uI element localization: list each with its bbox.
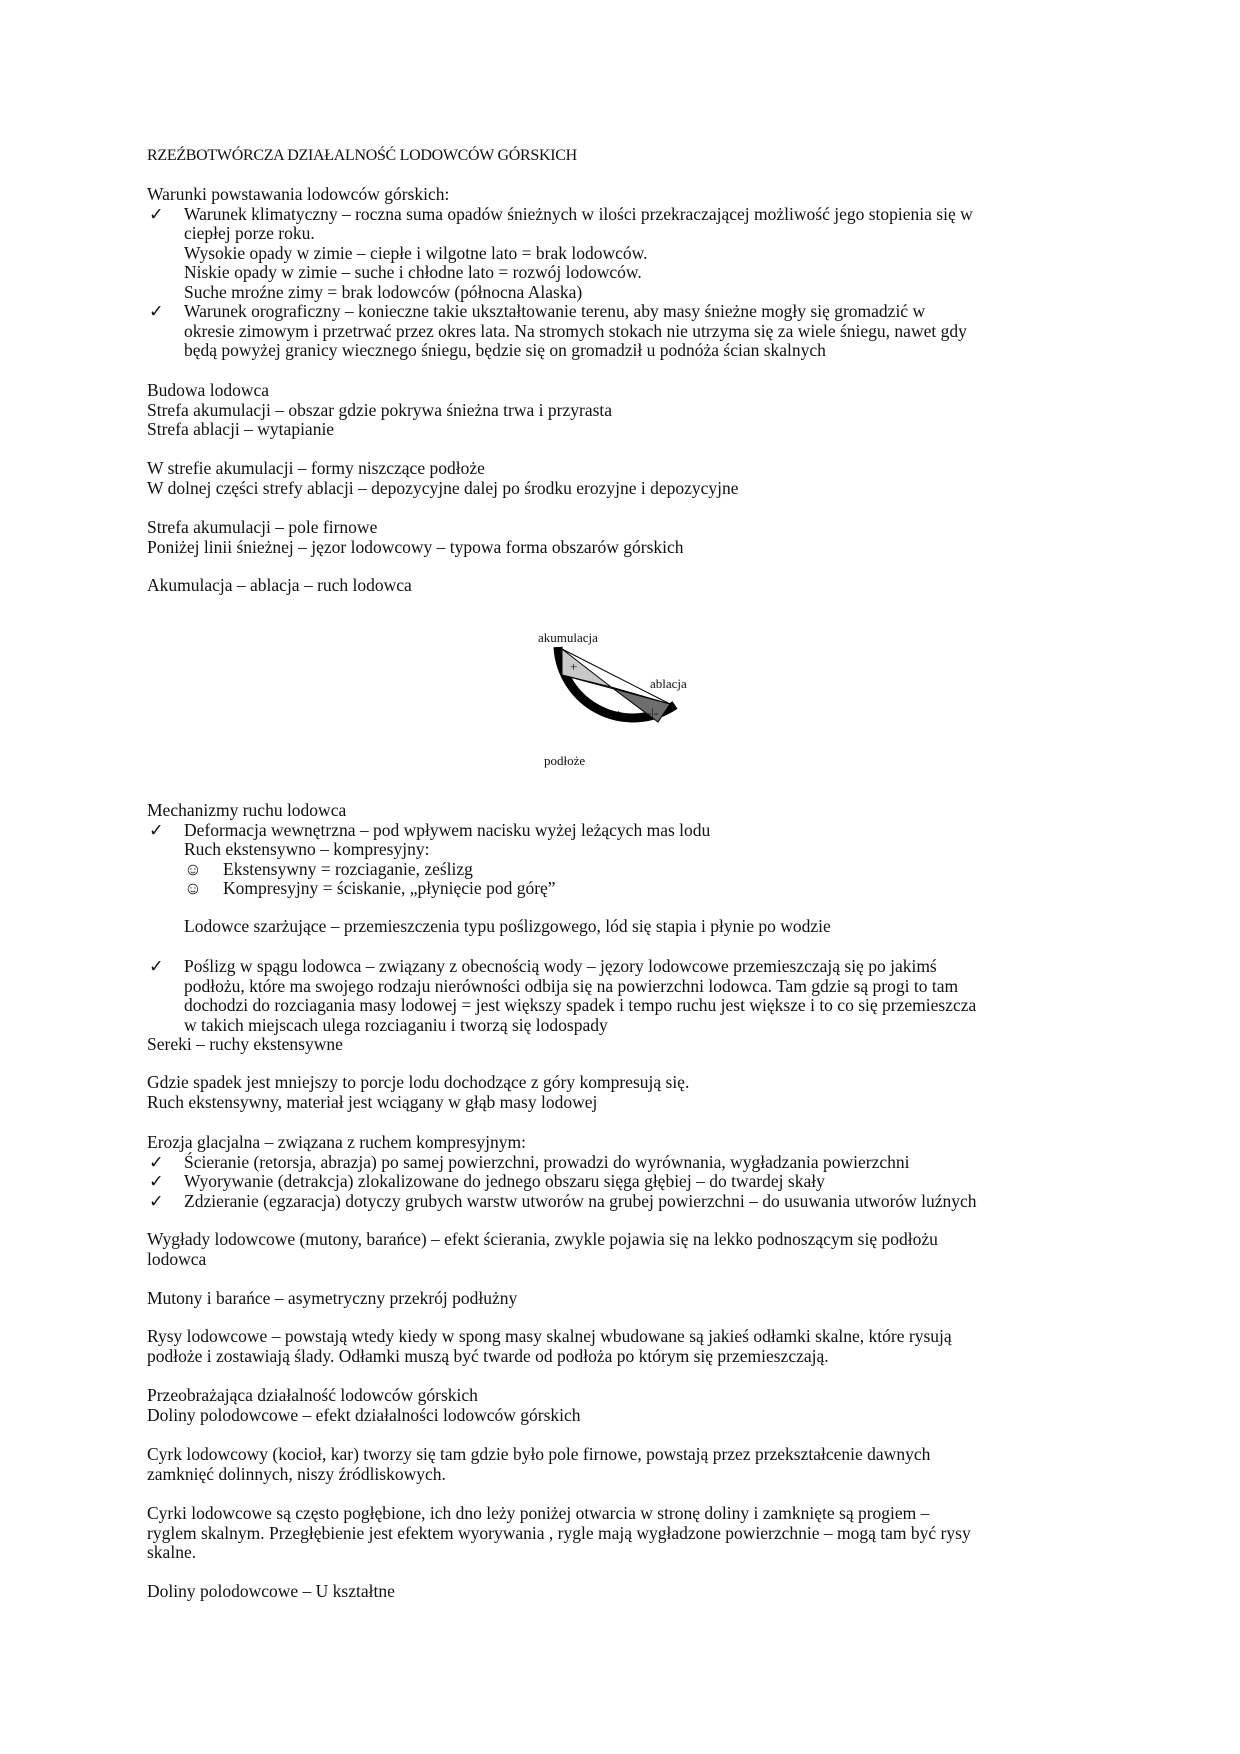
check-list-item [147, 1153, 1107, 1173]
line-text: Wygłady lodowcowe (mutony, barańce) – efekt ścierania, zwykle pojawia się na lekko podnoszącym się podłożu [147, 1229, 938, 1249]
text-line [147, 401, 1107, 421]
line-text: Budowa lodowca [147, 380, 269, 400]
text-line [147, 1289, 1107, 1309]
text-line [147, 1406, 1107, 1426]
line-text: Lodowce szarżujące – przemieszczenia typu poślizgowego, lód się stapia i płynie po wodzie [184, 916, 831, 936]
text-line [147, 1582, 1107, 1602]
label-ablacja: ablacja [650, 676, 687, 691]
text-line [147, 576, 1107, 596]
line-text: Poślizg w spągu lodowca – związany z obecnością wody – jęzory lodowcowe przemieszczają się po jakimś [184, 956, 937, 976]
line-text: dochodzi do rozciagania masy lodowej = jest większy spadek i tempo ruchu jest większe i to co się przemieszcza [184, 995, 977, 1015]
line-text: Wysokie opady w zimie – ciepłe i wilgotne lato = brak lodowców. [184, 242, 648, 263]
line-text: Przeobrażająca działalność lodowców górskich [147, 1385, 478, 1405]
text-line [147, 381, 1107, 401]
text-line [147, 341, 1107, 361]
line-text: Ścieranie (retorsja, abrazja) po samej powierzchni, prowadzi do wyrównania, wygładzania powierzchni [184, 1151, 910, 1172]
label-akumulacja: akumulacja [538, 630, 598, 645]
text-line [147, 1016, 1107, 1036]
line-text: Mutony i barańce – asymetryczny przekrój podłużny [147, 1288, 518, 1308]
paragraph [147, 1504, 1107, 1563]
checkmark-icon: ✓ [149, 1190, 164, 1211]
text-line [147, 1504, 1107, 1524]
line-text: Mechanizmy ruchu lodowca [147, 800, 347, 820]
minus-sign: -|- [647, 705, 659, 720]
plus-sign: + [570, 659, 578, 674]
line-text: Cyrk lodowcowy (kocioł, kar) tworzy się tam gdzie było pole firnowe, powstają przez przekształcenie dawnych [147, 1444, 931, 1464]
check-list-item [147, 302, 1107, 322]
line-text: Sereki – ruchy ekstensywne [147, 1034, 343, 1054]
text-line [147, 1386, 1107, 1406]
check-list-item [147, 205, 1107, 225]
label-podloze: podłoże [544, 753, 586, 768]
paragraph [147, 957, 1107, 1055]
paragraph [147, 1582, 1107, 1602]
checkmark-icon: ✓ [149, 1151, 164, 1172]
line-text: Suche mroźne zimy = brak lodowców (północna Alaska) [184, 281, 583, 302]
text-line [147, 420, 1107, 440]
text-line [147, 977, 1107, 997]
line-text: Strefa ablacji – wytapianie [147, 419, 335, 439]
text-line [147, 459, 1107, 479]
line-text: Zdzieranie (egzaracja) dotyczy grubych warstw utworów na grubej powierzchni – do usuwania utworów luźnych [184, 1190, 977, 1211]
checkmark-icon: ✓ [149, 819, 164, 840]
line-text: Strefa akumulacji – pole firnowe [147, 517, 378, 537]
text-line [147, 518, 1107, 538]
line-text: Warunki powstawania lodowców górskich: [147, 184, 450, 204]
text-line [147, 996, 1107, 1016]
text-line [147, 1073, 1107, 1093]
smiley-list-item [147, 879, 1107, 899]
paragraph [147, 917, 1107, 937]
line-text: W dolnej części strefy ablacji – depozycyjne dalej po środku erozyjne i depozycyjne [147, 477, 739, 498]
line-text: ciepłej porze roku. [184, 223, 315, 243]
text-line [147, 283, 1107, 303]
check-list-item [147, 1172, 1107, 1192]
text-line [147, 538, 1107, 558]
line-text: Doliny polodowcowe – efekt działalności lodowców górskich [147, 1404, 581, 1425]
checkmark-icon: ✓ [149, 301, 164, 321]
checkmark-icon: ✓ [149, 203, 164, 224]
glacier-diagram [530, 605, 720, 780]
smiley-icon: ☺ [184, 878, 202, 898]
line-text: Warunek orograficzny – konieczne takie ukształtowanie terenu, aby masy śnieżne mogły się gromadzić w [184, 301, 926, 321]
text-line [147, 1035, 1107, 1055]
line-text: Ruch ekstensywno – kompresyjny: [184, 839, 430, 859]
paragraph [147, 576, 1107, 596]
text-line [147, 263, 1107, 283]
line-text: Poniżej linii śnieżnej – jęzor lodowcowy – typowa forma obszarów górskich [147, 536, 684, 557]
text-line [147, 917, 1107, 937]
line-text: zamknięć dolinnych, niszy źródliskowych. [147, 1463, 446, 1484]
paragraph [147, 1386, 1107, 1425]
line-text: podłożu, które ma swojego rodzaju nierówności odbija się na powierzchni lodowca. Tam gdzie są progi to tam [184, 975, 959, 996]
text-line [147, 1465, 1107, 1485]
line-text: W strefie akumulacji – formy niszczące podłoże [147, 458, 485, 478]
check-list-item [147, 1192, 1107, 1212]
text-line [147, 840, 1107, 860]
text-line [147, 1524, 1107, 1544]
paragraph [147, 518, 1107, 557]
paragraph [147, 146, 1107, 166]
text-line [147, 185, 1107, 205]
line-text: skalne. [147, 1542, 197, 1562]
text-line [147, 479, 1107, 499]
line-text: Deformacja wewnętrzna – pod wpływem nacisku wyżej leżących mas lodu [184, 819, 711, 840]
check-list-item [147, 821, 1107, 841]
line-text: podłoże i zostawiają ślady. Odłamki muszą być twarde od podłoża po którym się przemieszczają. [147, 1345, 829, 1366]
line-text: ryglem skalnym. Przegłębienie jest efektem wyorywania , rygle mają wygładzone powierzchnie – mogą tam być rysy [147, 1522, 971, 1543]
paragraph [147, 1327, 1107, 1366]
text-line [147, 1543, 1107, 1563]
paragraph [147, 381, 1107, 440]
text-line [147, 1093, 1107, 1113]
line-text: Rysy lodowcowe – powstają wtedy kiedy w spong masy skalnej wbudowane są jakieś odłamki skalne, które rysują [147, 1326, 952, 1346]
check-list-item [147, 957, 1107, 977]
line-text: Warunek klimatyczny – roczna suma opadów śnieżnych w ilości przekraczającej możliwość jego stopienia się w [184, 203, 973, 224]
line-text: Akumulacja – ablacja – ruch lodowca [147, 575, 412, 595]
paragraph [147, 459, 1107, 498]
checkmark-icon: ✓ [149, 1171, 164, 1191]
line-text: Kompresyjny = ściskanie, „płynięcie pod górę” [223, 878, 556, 898]
line-text: w takich miejscach ulega rozciaganiu i tworzą się lodospady [184, 1014, 608, 1035]
text-line [147, 801, 1107, 821]
text-line [147, 146, 1107, 166]
paragraph [147, 1073, 1107, 1112]
text-line [147, 1230, 1107, 1250]
line-text: RZEŹBOTWÓRCZA DZIAŁALNOŚĆ LODOWCÓW GÓRSKICH [147, 147, 577, 164]
text-line [147, 322, 1107, 342]
smiley-icon: ☺ [184, 858, 202, 879]
paragraph [147, 1289, 1107, 1309]
text-line [147, 1327, 1107, 1347]
line-text: Ruch ekstensywny, materiał jest wciągany w głąb masy lodowej [147, 1091, 598, 1112]
line-text: okresie zimowym i przetrwać przez okres lata. Na stromych stokach nie utrzyma się za wiele śniegu, nawet gdy [184, 320, 967, 341]
line-text: Wyorywanie (detrakcja) zlokalizowane do jednego obszaru sięga głębiej – do twardej skały [184, 1171, 825, 1191]
paragraph [147, 1445, 1107, 1484]
line-text: Strefa akumulacji – obszar gdzie pokrywa śnieżna trwa i przyrasta [147, 399, 613, 420]
line-text: lodowca [147, 1248, 207, 1269]
text-line [147, 1133, 1107, 1153]
checkmark-icon: ✓ [149, 956, 164, 976]
line-text: Erozja glacjalna – związana z ruchem kompresyjnym: [147, 1132, 527, 1152]
line-text: będą powyżej granicy wiecznego śniegu, będzie się on gromadził u podnóża ścian skalnych [184, 340, 826, 360]
text-line [147, 1250, 1107, 1270]
text-line [147, 224, 1107, 244]
text-line [147, 1347, 1107, 1367]
text-line [147, 244, 1107, 264]
paragraph [147, 185, 1107, 361]
line-text: Ekstensywny = rozciaganie, ześlizg [223, 858, 473, 879]
line-text: Niskie opady w zimie – suche i chłodne lato = rozwój lodowców. [184, 262, 642, 282]
line-text: Cyrki lodowcowe są często pogłębione, ich dno leży poniżej otwarcia w stronę doliny i zamknięte są progiem – [147, 1503, 930, 1523]
line-text: Doliny polodowcowe – U kształtne [147, 1581, 395, 1601]
paragraph [147, 1133, 1107, 1211]
paragraph [147, 801, 1107, 899]
paragraph [147, 1230, 1107, 1269]
text-line [147, 1445, 1107, 1465]
line-text: Gdzie spadek jest mniejszy to porcje lodu dochodzące z góry kompresują się. [147, 1072, 690, 1092]
smiley-list-item [147, 860, 1107, 880]
